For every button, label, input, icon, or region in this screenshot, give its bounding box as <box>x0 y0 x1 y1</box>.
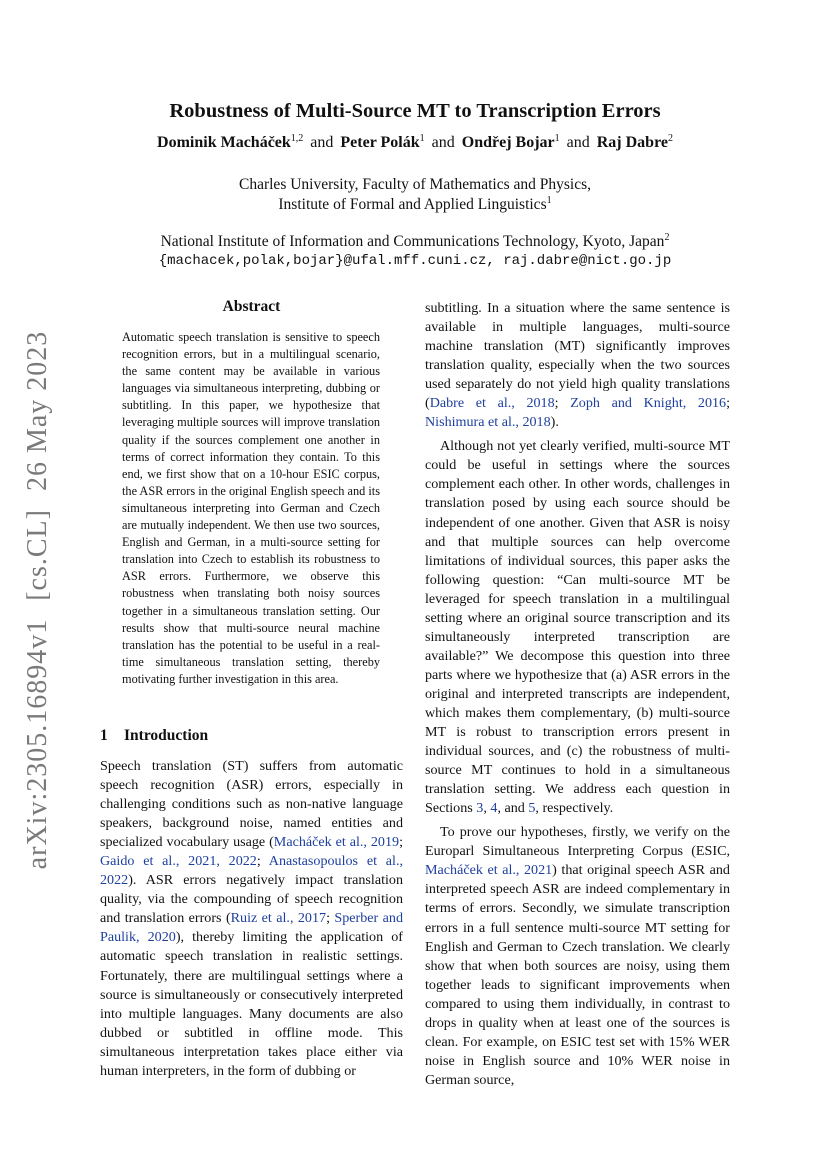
right-column-body <box>425 299 730 1090</box>
body-text: , respectively. <box>535 800 614 817</box>
author-affiliation-mark: 1 <box>419 133 425 144</box>
body-text: subtitling. In a situation where the same sentence is available in multiple languages, multi-source machine translation (MT) significantly improves translation quality, especially when the two sources used separately do not yield high quality translations ( <box>425 300 730 412</box>
paragraph <box>425 823 730 1090</box>
abstract-heading: Abstract <box>222 298 281 315</box>
section-reference-link[interactable]: 5 <box>528 800 536 817</box>
author-name: Peter Polák <box>340 134 420 151</box>
body-text: ) that original speech ASR and interpreted speech ASR are indeed complementary in terms of errors. Secondly, we simulate transcription errors in a full sentence multi-source MT setting for English and German to Czech translation. We clearly show that when both sources are noisy, using them together leads to significant improvements when compared to using them individually, in contrast to drops in quality when at least one of the sources is clean. For example, on ESIC test set with 15% WER noise in English source and 10% WER noise in German source, <box>425 862 730 1088</box>
citation-link[interactable]: Dabre et al., 2018 <box>429 395 555 412</box>
affiliation-2 <box>100 232 730 252</box>
author-name: Raj Dabre <box>596 134 668 151</box>
body-text: To prove our hypotheses, firstly, we verify on the Europarl Simultaneous Interpreting Corpus (ESIC, <box>425 824 730 860</box>
author-separator: and <box>566 134 590 151</box>
citation-separator: ; <box>554 395 571 412</box>
section-title: Introduction <box>124 727 209 744</box>
author-emails[interactable]: {machacek,polak,bojar}@ufal.mff.cuni.cz, raj.dabre@nict.go.jp <box>158 253 672 269</box>
affiliation-1-line-1: Charles University, Faculty of Mathematics and Physics, <box>239 176 591 193</box>
body-text: Speech translation (ST) suffers from automatic speech recognition (ASR) errors, especially in challenging conditions such as non-native language speakers, background noise, named entities and specialized vocabulary usage ( <box>100 758 403 851</box>
left-column-body <box>100 757 403 1081</box>
arxiv-id[interactable]: arXiv:2305.16894v1 <box>22 618 53 870</box>
author-separator: and <box>431 134 455 151</box>
paper-title: Robustness of Multi-Source MT to Transcription Errors <box>169 100 661 122</box>
citation-separator: ; <box>726 395 731 412</box>
body-text: ). ASR errors negatively impact translation quality, via the compounding of speech recognition and translation errors ( <box>100 872 403 927</box>
author-affiliation-mark: 2 <box>667 133 673 144</box>
body-text: ), thereby limiting the application of automatic speech translation in realistic settings. Fortunately, there are multilingual settings where a source is simultaneously or consecutively interpreted into multiple languages. Many documents are also dubbed or subtitled in offline mode. This simultaneous interpretation takes place either via human interpreters, in the form of dubbing or <box>100 929 403 1079</box>
affiliation-2-text: National Institute of Information and Communications Technology, Kyoto, Japan <box>160 233 665 250</box>
paragraph <box>100 757 403 1081</box>
affiliation-1-line-2: Institute of Formal and Applied Linguistics <box>278 196 547 213</box>
citation-link[interactable]: Anastasopoulos et al., 2022 <box>100 853 403 889</box>
section-heading <box>100 727 208 745</box>
author-name: Ondřej Bojar <box>461 134 555 151</box>
body-text: , and <box>497 800 529 817</box>
author-list <box>100 134 730 152</box>
section-reference-link[interactable]: 4 <box>490 800 498 817</box>
body-text: Although not yet clearly verified, multi-source MT could be useful in settings where the sources complement each other. In other words, challenges in translation posed by using each source should be independent of one another. Given that ASR is noisy and that multiple sources can help overcome limitations of individual sources, this paper asks the following question: “Can multi-source MT be leveraged for speech translation in a multilingual setting where an original source transcription and its simultaneously interpreted transcription are available?” We decompose this question into three parts where we hypothesize that (a) ASR errors in the original and interpreted transcripts are independent, which makes them complementary, (b) multi-source MT is robust to transcription errors present in individual sources, and (c) the robustness of multi-source MT continues to hold in a simultaneous translation setting. We address each question in Sections <box>425 438 730 817</box>
body-text: , <box>483 800 491 817</box>
citation-link[interactable]: Ruiz et al., 2017 <box>230 910 327 927</box>
section-number: 1 <box>100 727 108 744</box>
author-affiliation-mark: 1 <box>554 133 560 144</box>
affiliation-mark: 1 <box>546 195 552 206</box>
citation-separator: ; <box>399 834 403 851</box>
paragraph <box>425 437 730 818</box>
section-reference-link[interactable]: 3 <box>476 800 484 817</box>
citation-link[interactable]: Macháček et al., 2021 <box>425 862 553 879</box>
affiliation-mark: 2 <box>664 232 670 243</box>
author-separator: and <box>310 134 334 151</box>
body-text: ). <box>550 414 559 431</box>
citation-separator: ; <box>326 910 335 927</box>
abstract-text: Automatic speech translation is sensitive to speech recognition errors, but in a multilingual scenario, the same content may be available in various languages via simultaneous interpreting, dubbing or subtitling. In this paper, we hypothesize that leveraging multiple sources will improve translation quality if the sources complement one another in terms of correct information they contain. To this end, we first show that on a 10-hour ESIC corpus, the ASR errors in the original English speech and its simultaneous interpreting into German and Czech are mutually independent. We then use two sources, English and German, in a multi-source setting for translation into Czech to establish its robustness to ASR errors. Furthermore, we observe this robustness when translating both noisy sources together in a simultaneous translation setting. Our results show that multi-source neural machine translation has the potential to be useful in a real-time simultaneous translation setting, thereby motivating further investigation in this area. <box>122 330 380 686</box>
affiliation-1 <box>100 175 730 215</box>
author-affiliation-mark: 1,2 <box>290 133 304 144</box>
arxiv-category: [cs.CL] <box>22 509 53 601</box>
citation-link[interactable]: Macháček et al., 2019 <box>273 834 400 851</box>
citation-link[interactable]: Sperber and Paulik, 2020 <box>100 910 403 946</box>
author-name: Dominik Macháček <box>157 134 291 151</box>
citation-link[interactable]: Zoph and Knight, 2016 <box>570 395 727 412</box>
citation-separator: ; <box>256 853 269 870</box>
citation-link[interactable]: Gaido et al., 2021, 2022 <box>100 853 257 870</box>
arxiv-date: 26 May 2023 <box>22 330 53 492</box>
citation-link[interactable]: Nishimura et al., 2018 <box>425 414 551 431</box>
paragraph <box>425 299 730 432</box>
arxiv-stamp <box>22 320 54 880</box>
